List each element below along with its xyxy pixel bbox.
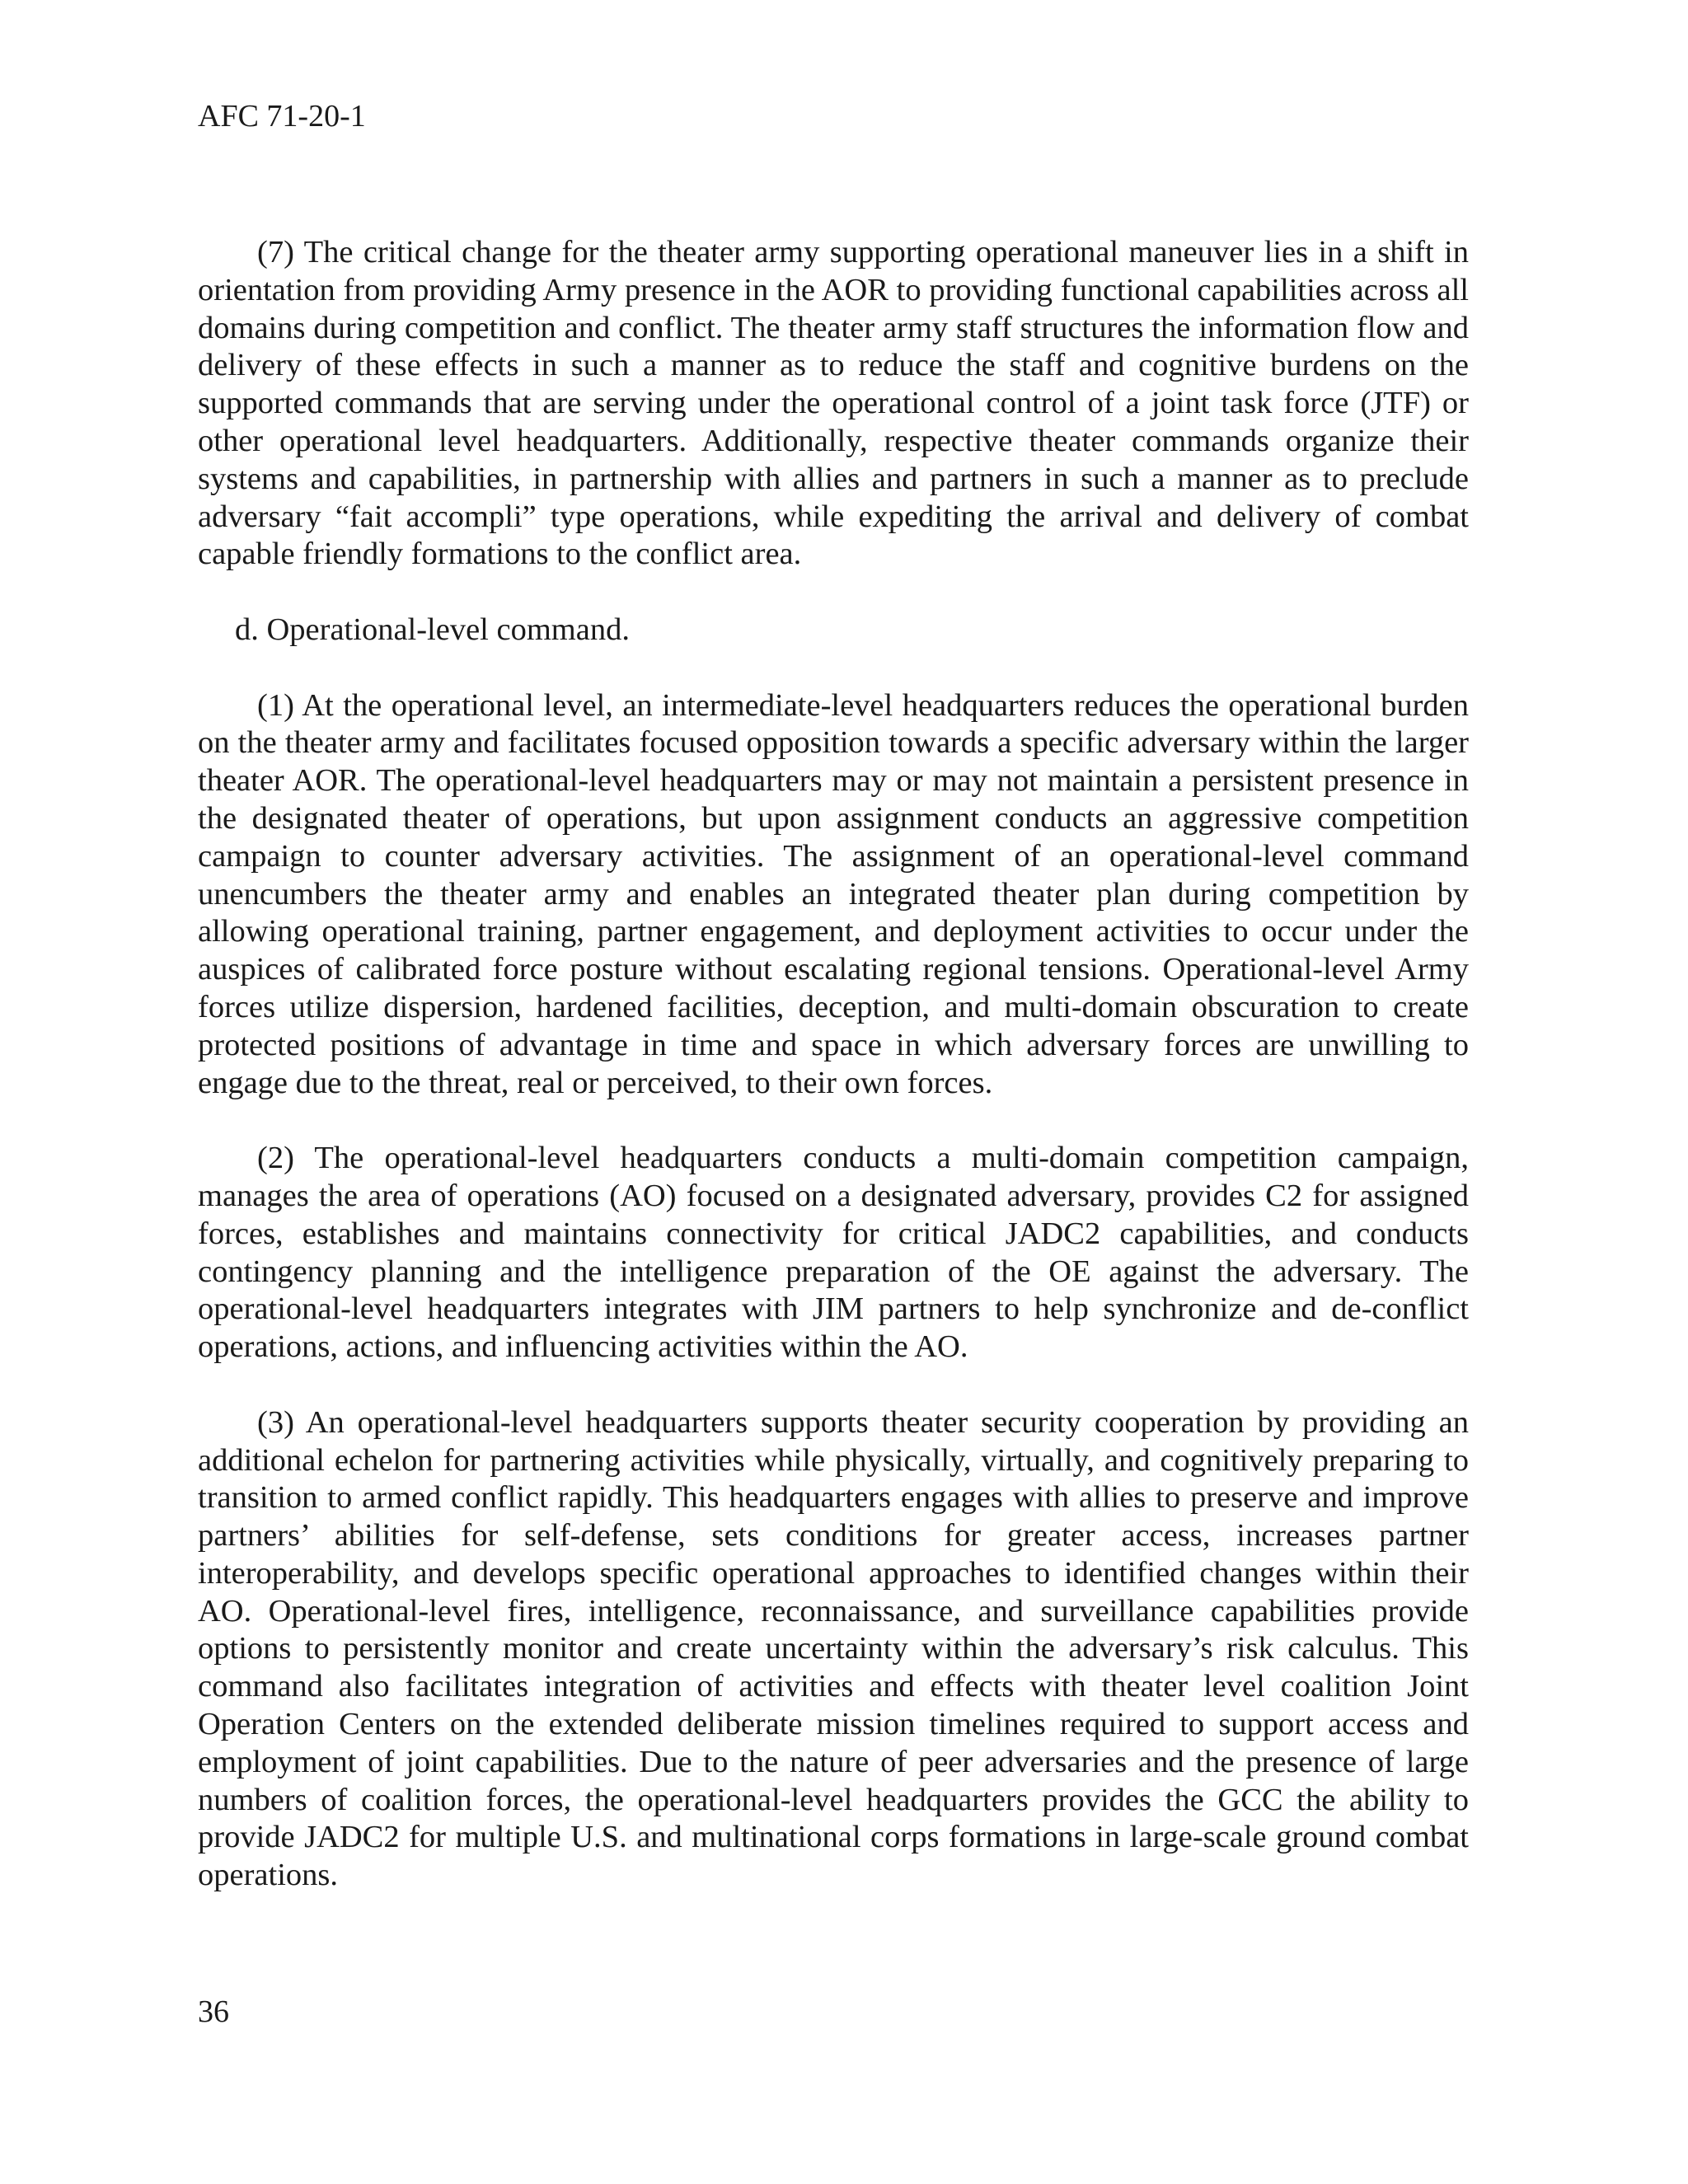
paragraph-d3: (3) An operational-level headquarters supports theater security cooperation by providing an additional echelon for partnering activities while physically, virtually, and cognitively preparing to transition to armed conflict rapidly. This headquarters engages with allies to preserve and improve partners’ abilities for self-defense, sets conditions for greater access, increases partner interoperability, and develops specific operational approaches to identified changes within their AO. Operational-level fires, intelligence, reconnaissance, and surveillance capabilities provide options to persistently monitor and create uncertainty within the adversary’s risk calculus. This command also facilitates integration of activities and effects with theater level coalition Joint Operation Centers on the extended deliberate mission timelines required to support access and employment of joint capabilities. Due to the nature of peer adversaries and the presence of large numbers of coalition forces, the operational-level headquarters provides the GCC the ability to provide JADC2 for multiple U.S. and multinational corps formations in large-scale ground combat operations. (198, 1404, 1469, 1893)
paragraph-d1: (1) At the operational level, an intermediate-level headquarters reduces the operational burden on the theater army and facilitates focused opposition towards a specific adversary within the larger theater AOR. The operational-level headquarters may or may not maintain a persistent presence in the designated theater of operations, but upon assignment conducts an aggressive competition campaign to counter adversary activities. The assignment of an operational-level command unencumbers the theater army and enables an integrated theater plan during competition by allowing operational training, partner engagement, and deployment activities to occur under the auspices of calibrated force posture without escalating regional tensions. Operational-level Army forces utilize dispersion, hardened facilities, deception, and multi-domain obscuration to create protected positions of advantage in time and space in which adversary forces are unwilling to engage due to the threat, real or perceived, to their own forces. (198, 687, 1469, 1100)
paragraph-c7: (7) The critical change for the theater army supporting operational maneuver lies in a shift in orientation from providing Army presence in the AOR to providing functional capabilities across all domains during competition and conflict. The theater army staff structures the information flow and delivery of these effects in such a manner as to reduce the staff and cognitive burdens on the supported commands that are serving under the operational control of a joint task force (JTF) or other operational level headquarters. Additionally, respective theater commands organize their systems and capabilities, in partnership with allies and partners in such a manner as to preclude adversary “fait accompli” type operations, while expediting the arrival and delivery of combat capable friendly formations to the conflict area. (198, 235, 1469, 572)
document-id-header: AFC 71-20-1 (198, 99, 366, 134)
paragraph-d2: (2) The operational-level headquarters conducts a multi-domain competition campaign, manages the area of operations (AO) focused on a designated adversary, provides C2 for assigned forces, establishes and maintains connectivity for critical JADC2 capabilities, and conducts contingency planning and the intelligence preparation of the OE against the adversary. The operational-level headquarters integrates with JIM partners to help synchronize and de-conflict operations, actions, and influencing activities within the AO. (198, 1141, 1469, 1365)
document-body (198, 234, 1469, 1933)
page-number: 36 (198, 1994, 229, 2029)
section-heading-d: d. Operational-level command. (235, 612, 630, 647)
